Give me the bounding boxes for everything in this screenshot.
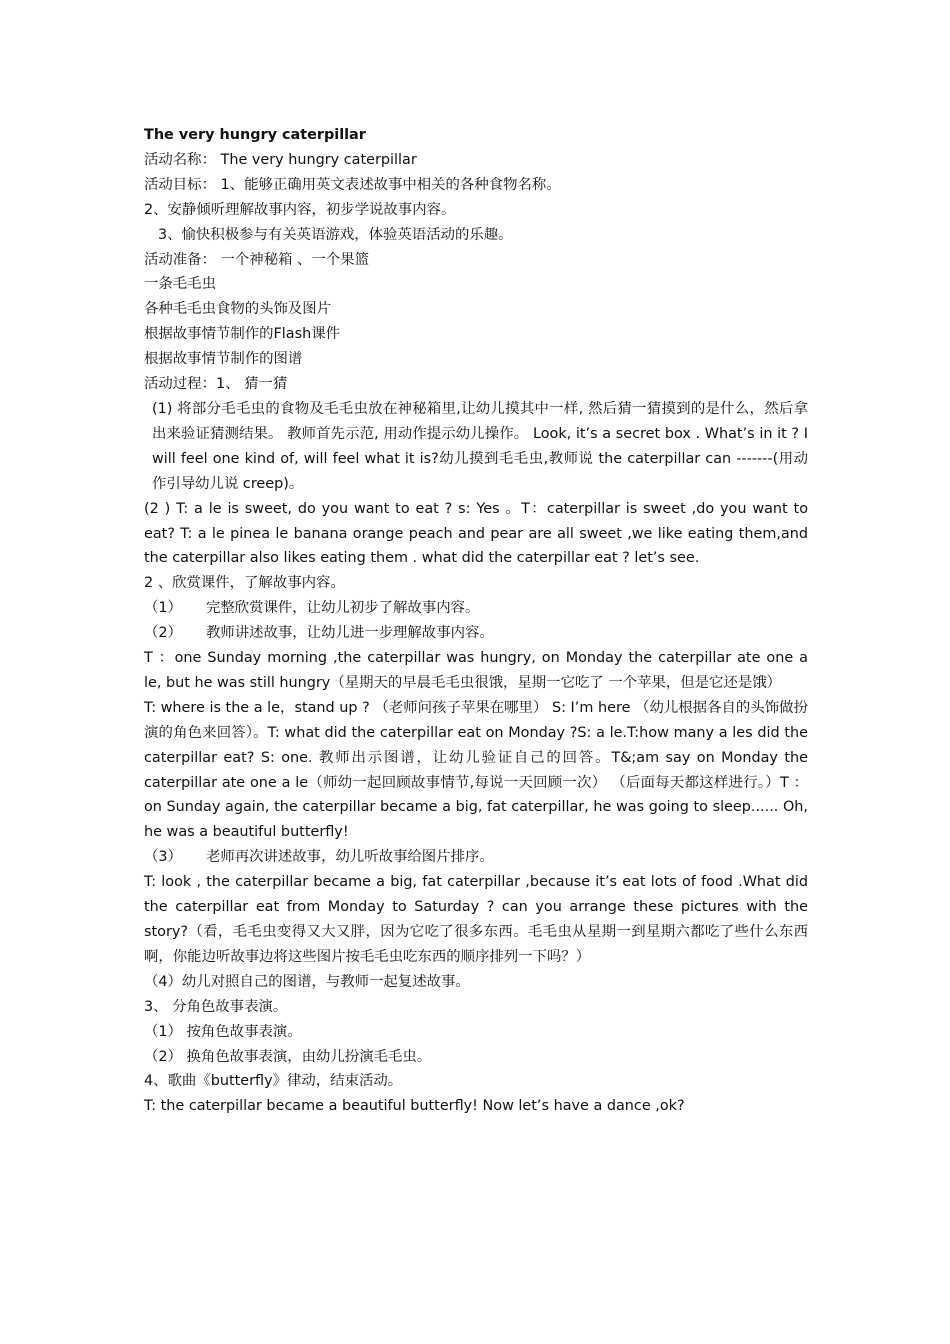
sorting-paragraph: T: look , the caterpillar became a big, fat caterpillar ,because it’s eat lots of food .What did the caterpillar eat from Monday to Saturday ? can you arrange these pictures with the story?（看，毛毛虫变得又大又胖，因为它吃了很多东西。毛毛虫从星期一到星期六都吃了些什么东西啊，你能边听故事边将这些图片按毛毛虫吃东西的顺序排列一下吗？） bbox=[144, 874, 808, 965]
role-play-1: （1） 按角色故事表演。 bbox=[144, 1023, 302, 1040]
role-play-2: （2） 换角色故事表演，由幼儿扮演毛毛虫。 bbox=[144, 1048, 432, 1065]
activity-goal-2: 2、安静倾听理解故事内容，初步学说故事内容。 bbox=[144, 201, 456, 218]
step-2-paragraph: (2 ) T: a le is sweet, do you want to eat ? s: Yes 。T：caterpillar is sweet ,do you want to eat? T: a le pinea le banana orange peach and pear are all sweet ,we like eating them,and the caterpillar also likes eating them . what did the caterpillar eat ? let’s see. bbox=[144, 500, 808, 567]
sub-step-3-text: 老师再次讲述故事，幼儿听故事给图片排序。 bbox=[205, 849, 494, 866]
sub-step-2-number: （2） bbox=[144, 625, 182, 642]
sub-step-2 bbox=[144, 621, 808, 646]
sub-step-1 bbox=[144, 596, 808, 621]
preparation-item-headwear: 各种毛毛虫食物的头饰及图片 bbox=[144, 301, 332, 318]
sub-step-1-text: 完整欣赏课件，让幼儿初步了解故事内容。 bbox=[205, 600, 480, 617]
section-4-heading: 4、歌曲《butterfly》律动，结束活动。 bbox=[144, 1073, 403, 1090]
sub-step-3 bbox=[144, 845, 808, 870]
sub-step-3-number: （3） bbox=[144, 849, 182, 866]
preparation-item-chart: 根据故事情节制作的图谱 bbox=[144, 351, 303, 368]
closing-line: T: the caterpillar became a beautiful butterfly! Now let’s have a dance ,ok? bbox=[144, 1098, 685, 1115]
sub-step-2-text: 教师讲述故事，让幼儿进一步理解故事内容。 bbox=[205, 625, 494, 642]
sub-step-1-number: （1） bbox=[144, 600, 182, 617]
sub-step-4: （4）幼儿对照自己的图谱，与教师一起复述故事。 bbox=[144, 973, 470, 990]
activity-process-heading: 活动过程：1、 猜一猜 bbox=[144, 376, 288, 393]
activity-preparation: 活动准备： 一个神秘箱 、一个果篮 bbox=[144, 251, 370, 268]
document-title: The very hungry caterpillar bbox=[144, 127, 366, 143]
activity-goal-3: 3、愉快积极参与有关英语游戏，体验英语活动的乐趣。 bbox=[158, 226, 513, 243]
step-1-paragraph: (1) 将部分毛毛虫的食物及毛毛虫放在神秘箱里,让幼儿摸其中一样, 然后猜一猜摸到的是什么，然后拿出来验证猜测结果。 教师首先示范, 用动作提示幼儿操作。 Look, it’s a secret box . What’s in it ? I will feel one kind of, will feel what it is?幼儿摸到毛毛虫,教师说 the caterpillar can -------(用动作引导幼儿说 creep)。 bbox=[152, 400, 808, 492]
section-2-heading: 2 、欣赏课件，了解故事内容。 bbox=[144, 575, 345, 592]
section-3-heading: 3、 分角色故事表演。 bbox=[144, 998, 288, 1015]
preparation-item-flash: 根据故事情节制作的Flash课件 bbox=[144, 326, 341, 343]
preparation-item-caterpillar: 一条毛毛虫 bbox=[144, 276, 216, 293]
activity-name: 活动名称： The very hungry caterpillar bbox=[144, 151, 417, 168]
story-paragraph-2: T: where is the a le，stand up ? （老师问孩子苹果在哪里） S: I’m here （幼儿根据各自的头饰做扮演的角色来回答）。T: what did the caterpillar eat on Monday ?S: a le.T:how many a les did the caterpillar eat? S: one. 教师出示图谱，让幼儿验证自己的回答。T&;am say on Monday the caterpillar ate one a le（师幼一起回顾故事情节,每说一天回顾一次） （后面每天都这样进行。）T ：on Sunday again, the caterpillar became a big, fat caterpillar, he was going to sleep...... Oh, he was a beautiful butterfly! bbox=[144, 699, 808, 841]
document-body bbox=[144, 123, 808, 1119]
story-paragraph-1: T ：one Sunday morning ,the caterpillar was hungry, on Monday the caterpillar ate one a le, but he was still hungry（星期天的早晨毛毛虫很饿，星期一它吃了 一个苹果，但是它还是饿） bbox=[144, 650, 808, 691]
activity-goal-1: 活动目标： 1、能够正确用英文表述故事中相关的各种食物名称。 bbox=[144, 176, 561, 193]
